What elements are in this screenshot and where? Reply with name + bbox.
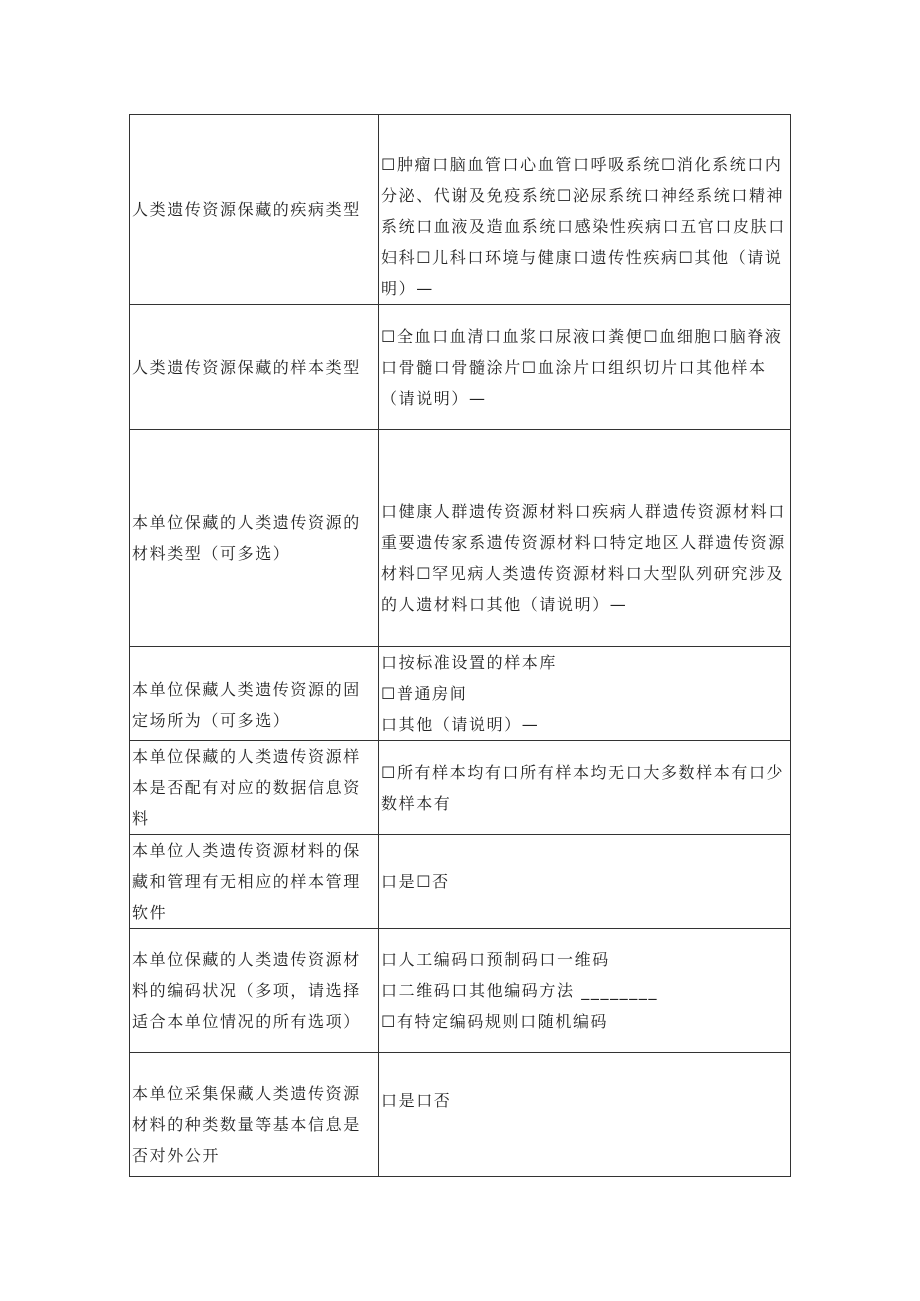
table-row [130, 835, 791, 929]
row-label: 本单位人类遗传资源材料的保藏和管理有无相应的样本管理软件 [130, 835, 379, 929]
value-line: 口二维码口其他编码方法 ________ [381, 981, 659, 1000]
table-row [130, 430, 791, 647]
value-line: 口是口否 [381, 1091, 452, 1110]
row-label: 本单位保藏的人类遗传资源的材料类型（可多选） [130, 430, 379, 647]
row-value [379, 835, 791, 929]
row-value [379, 305, 791, 430]
value-line: ☐肿瘤口脑血管口心血管口呼吸系统☐消化系统口内分泌、代谢及免疫系统☐泌尿系统口神经系统口精神系统口血液及造血系统口感染性疾病口五官口皮肤口妇科☐儿科口环境与健康口遗传性疾病☐其他（请说明）— [381, 155, 786, 298]
row-value [379, 430, 791, 647]
row-value [379, 929, 791, 1053]
table-row [130, 305, 791, 430]
value-line: ☐全血口血清口血浆口尿液口粪便☐血细胞口脑脊液口骨髓口骨髓涂片☐血涂片口组织切片口其他样本（请说明）— [381, 326, 783, 408]
row-value [379, 741, 791, 835]
row-label: 本单位采集保藏人类遗传资源材料的种类数量等基本信息是否对外公开 [130, 1053, 379, 1177]
row-label: 人类遗传资源保藏的疾病类型 [130, 115, 379, 305]
table-row [130, 929, 791, 1053]
row-value [379, 647, 791, 741]
value-line: 口其他（请说明）— [381, 715, 540, 734]
row-label: 本单位保藏的人类遗传资源材料的编码状况（多项，请选择适合本单位情况的所有选项） [130, 929, 379, 1053]
value-line: 口是☐否 [381, 872, 450, 891]
row-label: 人类遗传资源保藏的样本类型 [130, 305, 379, 430]
table-row [130, 647, 791, 741]
row-value [379, 115, 791, 305]
value-line: 口健康人群遗传资源材料口疾病人群遗传资源材料口重要遗传家系遗传资源材料口特定地区人群遗传资源材料☐罕见病人类遗传资源材料口大型队列研究涉及的人遗材料口其他（请说明）— [381, 502, 786, 614]
row-label: 本单位保藏的人类遗传资源样本是否配有对应的数据信息资料 [130, 741, 379, 835]
table-row [130, 741, 791, 835]
row-value [379, 1053, 791, 1177]
table-row [130, 115, 791, 305]
value-line: ☐普通房间 [381, 684, 468, 703]
table-row [130, 1053, 791, 1177]
info-form-table [129, 114, 791, 1177]
value-line: 口按标准设置的样本库 [381, 653, 558, 672]
value-line: ☐有特定编码规则口随机编码 [381, 1012, 609, 1031]
value-line: 口人工编码口预制码口一维码 [381, 950, 610, 969]
row-label: 本单位保藏人类遗传资源的固定场所为（可多选） [130, 647, 379, 741]
value-line: ☐所有样本均有口所有样本均无口大多数样本有口少数样本有 [381, 762, 785, 813]
